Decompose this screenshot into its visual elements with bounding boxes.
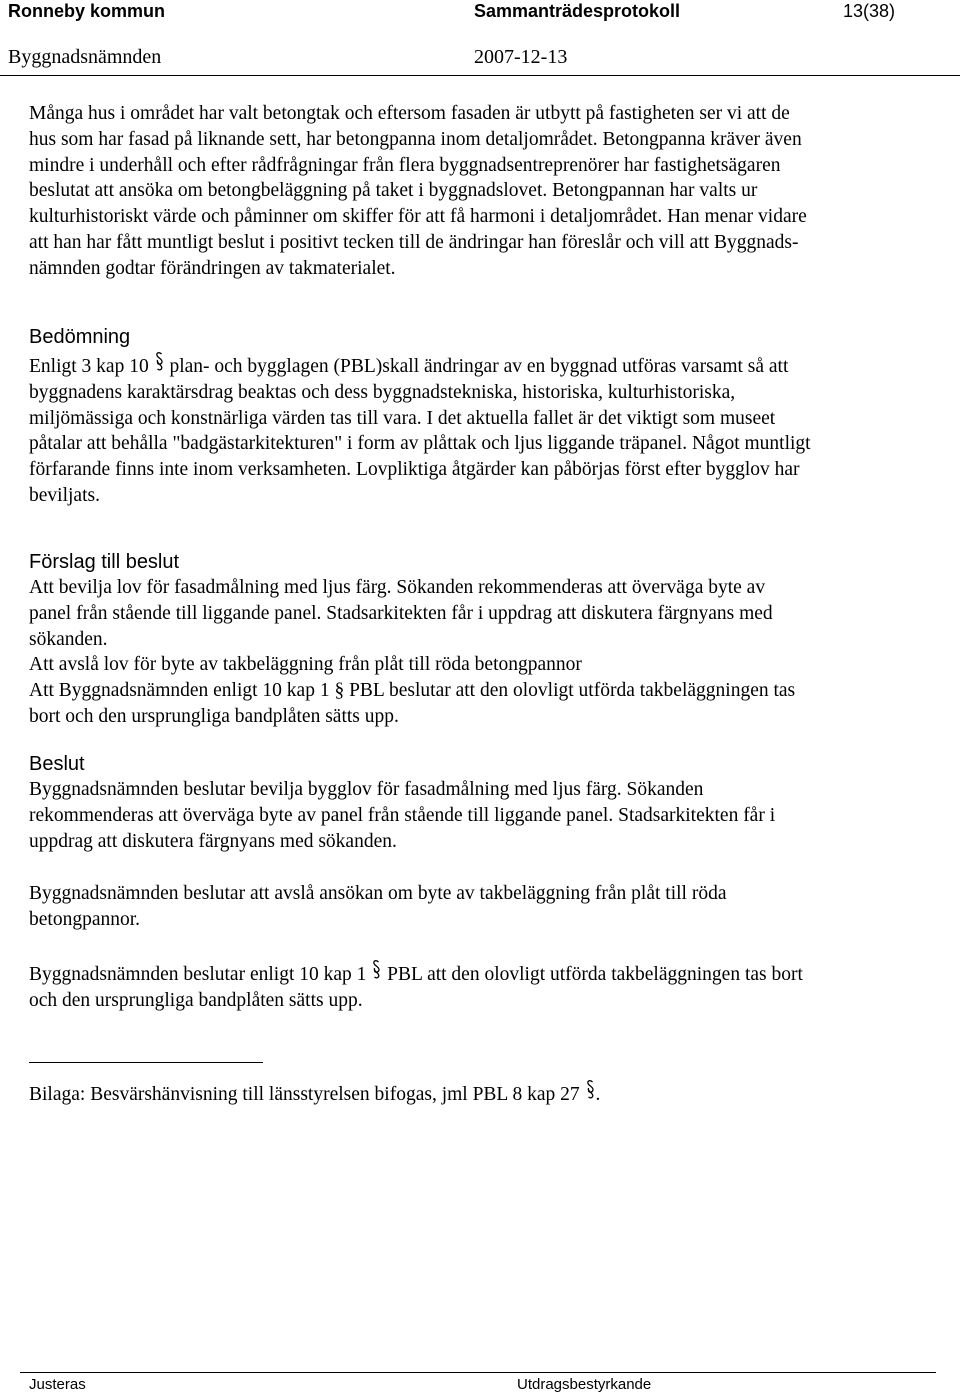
document-type: Sammanträdesprotokoll [474,1,681,21]
beslut-paragraph-2 [29,881,726,933]
page-number: 13(38) [843,1,896,21]
intro-line: nämnden godtar förändringen av takmaterialet. [29,257,396,279]
municipality-name: Ronneby kommun [8,1,166,21]
bedomning-paragraph [29,350,811,509]
bilaga-note [29,1078,600,1108]
bedomning-line: byggnadens karaktärsdrag beaktas och dess byggnadstekniska, historiska, kulturhistoriska, [29,381,736,403]
section-heading-forslag: Förslag till beslut [29,551,180,573]
forslag-line: panel från stående till liggande panel. Stadsarkitekten får i uppdrag att diskutera färgnyans med [29,602,773,624]
intro-line: kulturhistoriskt värde och påminner om skiffer för att få harmoni i detaljområdet. Han menar vidare [29,206,807,228]
beslut-paragraph-1 [29,777,775,854]
beslut-line [29,958,803,988]
separator-line [29,1062,263,1063]
bedomning-line1-before: Enligt 3 kap 10 [29,356,149,377]
bedomning-line1-after: plan- och bygglagen (PBL)skall ändringar av en byggnad utföras varsamt så att [169,356,789,377]
section-heading-bedomning: Bedömning [29,326,131,348]
bedomning-line: förfarande finns inte inom verksamheten. Lovpliktiga åtgärder kan påbörjas först efter bygglov har [29,459,800,481]
bedomning-line [29,350,811,380]
bedomning-line: miljömässiga och konstnärliga värden tas till vara. I det aktuella fallet är det viktigt som museet [29,407,776,429]
intro-line: beslutat att ansöka om betongbeläggning på taket i byggnadslovet. Betongpannan har valts ur [29,180,758,202]
intro-line: att han har fått muntligt beslut i positivt tecken till de ändringar han föreslår och vill att Byggnads- [29,231,799,253]
section-mark-icon [154,350,165,380]
footer-divider [20,1372,936,1373]
beslut-line: uppdrag att diskutera färgnyans med sökanden. [29,830,397,852]
header-divider [0,75,960,76]
intro-line: hus som har fasad på liknande sett, har betongpanna inom detaljområdet. Betongpanna kräver även [29,128,802,150]
bilaga-text-end: . [595,1084,601,1105]
beslut-paragraph-3 [29,958,803,1014]
section-mark-icon [371,958,382,988]
intro-paragraph [29,101,807,282]
forslag-line: bort och den ursprungliga bandplåten sätts upp. [29,705,399,727]
forslag-paragraph [29,575,795,730]
beslut-line: betongpannor. [29,908,141,930]
beslut-line: Byggnadsnämnden beslutar att avslå ansökan om byte av takbeläggning från plåt till röda [29,883,727,904]
bedomning-line: påtalar att behålla "badgästarkitekturen" i form av plåttak och ljus liggande träpanel. Något muntligt [29,433,811,455]
section-mark-icon [585,1078,596,1108]
beslut-p3-before: Byggnadsnämnden beslutar enligt 10 kap 1 [29,964,367,985]
beslut-p3-after: PBL att den olovligt utförda takbeläggningen tas bort [387,964,803,985]
beslut-line: Byggnadsnämnden beslutar bevilja bygglov för fasadmålning med ljus färg. Sökanden [29,779,704,800]
meeting-date: 2007-12-13 [474,46,568,68]
forslag-line: Att Byggnadsnämnden enligt 10 kap 1 § PBL beslutar att den olovligt utförda takbeläggningen tas [29,680,796,702]
section-heading-beslut: Beslut [29,753,85,775]
forslag-line: Att bevilja lov för fasadmålning med ljus färg. Sökanden rekommenderas att överväga byte av [29,577,766,598]
footer-utdragsbestyrkande: Utdragsbestyrkande [517,1376,652,1393]
beslut-line: rekommenderas att överväga byte av panel från stående till liggande panel. Stadsarkitekten får i [29,804,776,826]
forslag-line: sökanden. [29,628,108,650]
footer-justeras: Justeras [29,1376,86,1393]
bilaga-text: Bilaga: Besvärshänvisning till länsstyrelsen bifogas, jml PBL 8 kap 27 [29,1084,580,1105]
committee-name: Byggnadsnämnden [8,46,162,68]
bedomning-line: beviljats. [29,484,100,506]
intro-line: mindre i underhåll och efter rådfrågningar från flera byggnadsentreprenörer har fastighetsägaren [29,154,781,176]
forslag-line: Att avslå lov för byte av takbeläggning från plåt till röda betongpannor [29,654,582,676]
intro-line: Många hus i området har valt betongtak och eftersom fasaden är utbytt på fastigheten ser vi att de [29,103,790,124]
beslut-line: och den ursprungliga bandplåten sätts upp. [29,989,363,1011]
bilaga-line [29,1078,600,1108]
